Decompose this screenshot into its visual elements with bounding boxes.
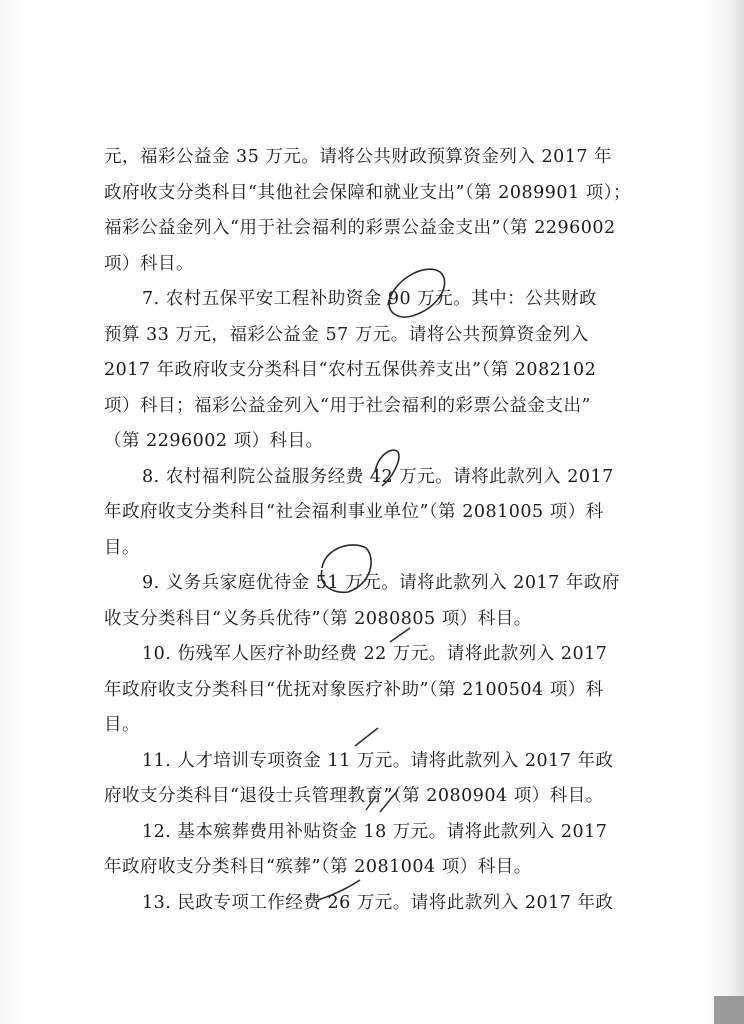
item-10-line-3: 目。 [104,715,140,735]
item-11-line-1: 11. 人才培训专项资金 11 万元。请将此款列入 2017 年政 [142,750,614,771]
text-line-4: 项）科目。 [104,253,194,274]
item-10-line-2: 年政府收支分类科目“优抚对象医疗补助”（第 2100504 项）科 [104,679,604,700]
document-body [104,140,644,921]
scan-edge-shadow [728,0,744,1024]
item-9-line-1: 9. 义务兵家庭优待金 51 万元。请将此款列入 2017 年政府 [142,573,620,593]
item-8-line-2: 年政府收支分类科目“社会福利事业单位”（第 2081005 项）科 [104,502,604,522]
text-line-1: 元，福彩公益金 35 万元。请将公共财政预算资金列入 2017 年 [104,147,613,167]
item-7-line-2: 预算 33 万元，福彩公益金 57 万元。请将公共预算资金列入 [104,324,589,345]
item-7-line-1: 7. 农村五保平安工程补助资金 90 万元。其中：公共财政 [142,289,598,309]
item-7-line-3: 2017 年政府收支分类科目“农村五保供养支出”（第 2082102 [104,360,597,380]
item-8-line-1: 8. 农村福利院公益服务经费 42 万元。请将此款列入 2017 [142,466,614,487]
item-9-line-2: 收支分类科目“义务兵优待”（第 2080805 项）科目。 [104,608,532,629]
item-12-line-2: 年政府收支分类科目“殡葬”（第 2081004 项）科目。 [104,857,532,877]
item-11-line-2: 府收支分类科目“退役士兵管理教育”（第 2080904 项）科目。 [104,786,604,806]
text-line-2: 政府收支分类科目“其他社会保障和就业支出”（第 2089901 项）； [104,182,631,203]
text-line-3: 福彩公益金列入“用于社会福利的彩票公益金支出”（第 2296002 [104,218,616,238]
scan-corner-shadow [714,996,744,1024]
item-12-line-1: 12. 基本殡葬费用补贴资金 18 万元。请将此款列入 2017 [142,821,608,842]
item-10-line-1: 10. 伤残军人医疗补助经费 22 万元。请将此款列入 2017 [142,644,608,664]
item-13-line-1: 13. 民政专项工作经费 26 万元。请将此款列入 2017 年政 [142,892,614,913]
item-8-line-3: 目。 [104,537,140,558]
item-7-line-5: （第 2296002 项）科目。 [104,431,324,451]
item-7-line-4: 项）科目；福彩公益金列入“用于社会福利的彩票公益金支出” [104,395,591,416]
